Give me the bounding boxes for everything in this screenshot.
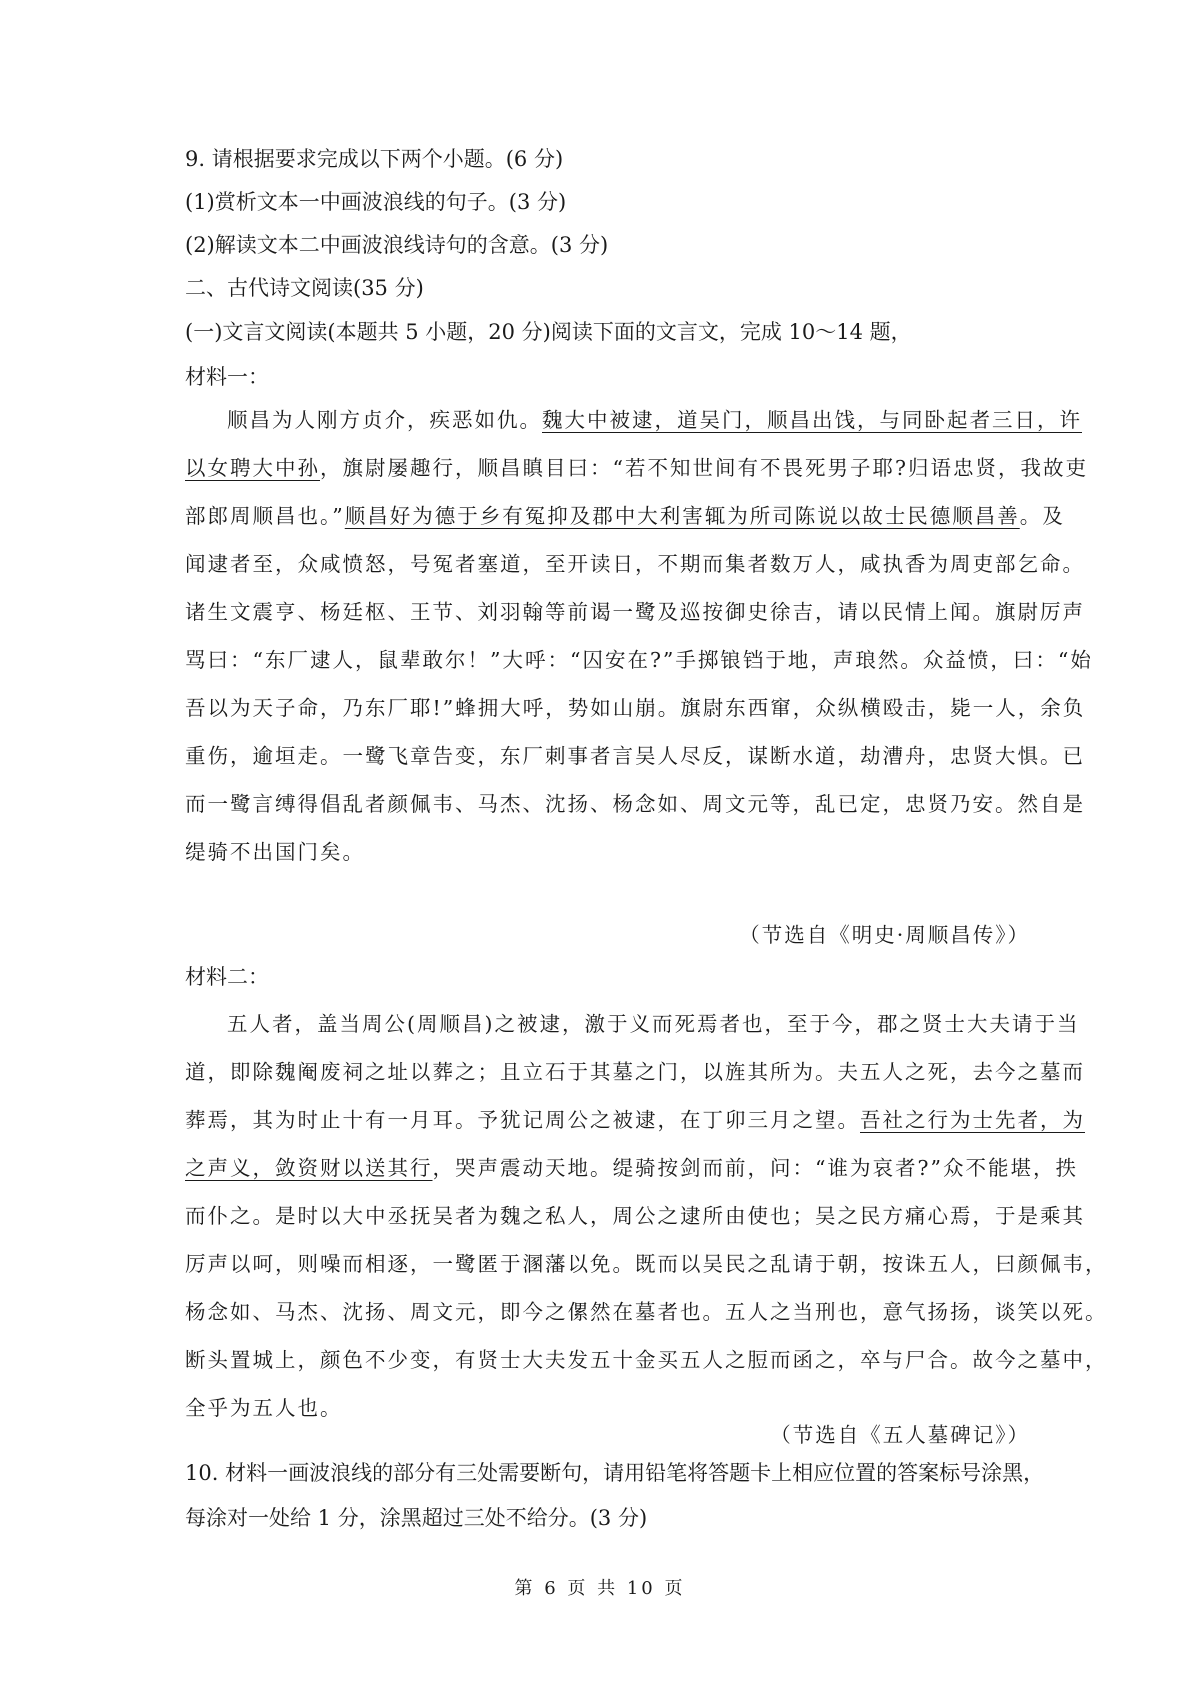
material2-source: （节选自《五人墓碑记》） bbox=[770, 1423, 1030, 1447]
q10-line1: 10. 材料一画波浪线的部分有三处需要断句，请用铅笔将答题卡上相应位置的答案标号涂黑， bbox=[185, 1461, 1045, 1485]
material2-label: 材料二： bbox=[185, 965, 269, 989]
material1-line: 吾以为天子命，乃东厂耶!”蜂拥大呼，势如山崩。旗尉东西窜，众纵横殴击，毙一人，余负 bbox=[185, 696, 1086, 720]
material2-line: 葬焉，其为时止十有一月耳。予犹记周公之被逮，在丁卯三月之望。吾社之行为士先者，为 bbox=[185, 1108, 1085, 1132]
material1-line: 缇骑不出国门矣。 bbox=[185, 840, 365, 864]
q10-line2: 每涂对一处给 1 分，涂黑超过三处不给分。(3 分) bbox=[185, 1506, 648, 1530]
material1-line: 顺昌为人刚方贞介，疾恶如仇。魏大中被逮，道吴门，顺昌出饯，与同卧起者三日，许 bbox=[227, 408, 1082, 432]
material2-line: 而仆之。是时以大中丞抚吴者为魏之私人，周公之逮所由使也；吴之民方痛心焉，于是乘其 bbox=[185, 1204, 1085, 1228]
material1-line: 诸生文震亨、杨廷枢、王节、刘羽翰等前谒一鹭及巡按御史徐吉，请以民情上闻。旗尉厉声 bbox=[185, 600, 1085, 624]
q9-title: 9. 请根据要求完成以下两个小题。(6 分) bbox=[185, 147, 564, 171]
q9-sub1: (1)赏析文本一中画波浪线的句子。(3 分) bbox=[185, 190, 567, 214]
section2-title: 二、古代诗文阅读(35 分) bbox=[185, 276, 424, 300]
q9-sub2: (2)解读文本二中画波浪线诗句的含意。(3 分) bbox=[185, 233, 609, 257]
wavy-underline: 顺昌好为德于乡有冤抑及郡中大利害辄为所司陈说以故士民德顺昌善 bbox=[344, 504, 1020, 528]
material1-line: 以女聘大中孙，旗尉屡趣行，顺昌瞋目曰：“若不知世间有不畏死男子耶?归语忠贤，我故吏 bbox=[185, 456, 1088, 480]
wavy-underline: 吾社之行为士先者，为 bbox=[860, 1108, 1085, 1132]
material2-line: 五人者，盖当周公(周顺昌)之被逮，激于义而死焉者也，至于今，郡之贤士大夫请于当 bbox=[227, 1012, 1080, 1036]
material1-line: 部郎周顺昌也。”顺昌好为德于乡有冤抑及郡中大利害辄为所司陈说以故士民德顺昌善。及 bbox=[185, 504, 1065, 528]
material2-line: 断头置城上，颜色不少变，有贤士大夫发五十金买五人之脰而函之，卒与尸合。故今之墓中， bbox=[185, 1348, 1108, 1372]
material1-line: 闻逮者至，众咸愤怒，号冤者塞道，至开读日，不期而集者数万人，咸执香为周吏部乞命。 bbox=[185, 552, 1085, 576]
material1-source: （节选自《明史·周顺昌传》） bbox=[739, 923, 1030, 947]
material2-line: 厉声以呵，则噪而相逐，一鹭匿于溷藩以免。既而以吴民之乱请于朝，按诛五人，曰颜佩韦， bbox=[185, 1252, 1108, 1276]
material2-line: 杨念如、马杰、沈扬、周文元，即今之傫然在墓者也。五人之当刑也，意气扬扬，谈笑以死。 bbox=[185, 1300, 1108, 1324]
material2-line: 全乎为五人也。 bbox=[185, 1396, 343, 1420]
page-footer: 第 6 页 共 10 页 bbox=[514, 1578, 686, 1599]
material2-line: 之声义，敛资财以送其行，哭声震动天地。缇骑按剑而前，问：“谁为哀者?”众不能堪，抶 bbox=[185, 1156, 1078, 1180]
material1-text bbox=[185, 396, 1093, 876]
material1-line: 而一鹭言缚得倡乱者颜佩韦、马杰、沈扬、杨念如、周文元等，乱已定，忠贤乃安。然自是 bbox=[185, 792, 1085, 816]
wavy-underline: 以女聘大中孙 bbox=[185, 456, 320, 480]
wavy-underline: 魏大中被逮，道吴门，顺昌出饯，与同卧起者三日，许 bbox=[542, 408, 1082, 432]
material1-label: 材料一： bbox=[185, 365, 269, 389]
material2-text bbox=[185, 1000, 1108, 1432]
section2-subtitle: (一)文言文阅读(本题共 5 小题，20 分)阅读下面的文言文，完成 10～14 题， bbox=[185, 320, 912, 344]
material1-line: 重伤，逾垣走。一鹭飞章告变，东厂刺事者言吴人尽反，谋断水道，劫漕舟，忠贤大惧。已 bbox=[185, 744, 1085, 768]
material2-line: 道，即除魏阉废祠之址以葬之；且立石于其墓之门，以旌其所为。夫五人之死，去今之墓而 bbox=[185, 1060, 1085, 1084]
material1-line: 骂曰：“东厂逮人，鼠辈敢尔！”大呼：“囚安在?”手掷锒铛于地，声琅然。众益愤，曰：“始 bbox=[185, 648, 1093, 672]
wavy-underline: 之声义，敛资财以送其行 bbox=[185, 1156, 433, 1180]
